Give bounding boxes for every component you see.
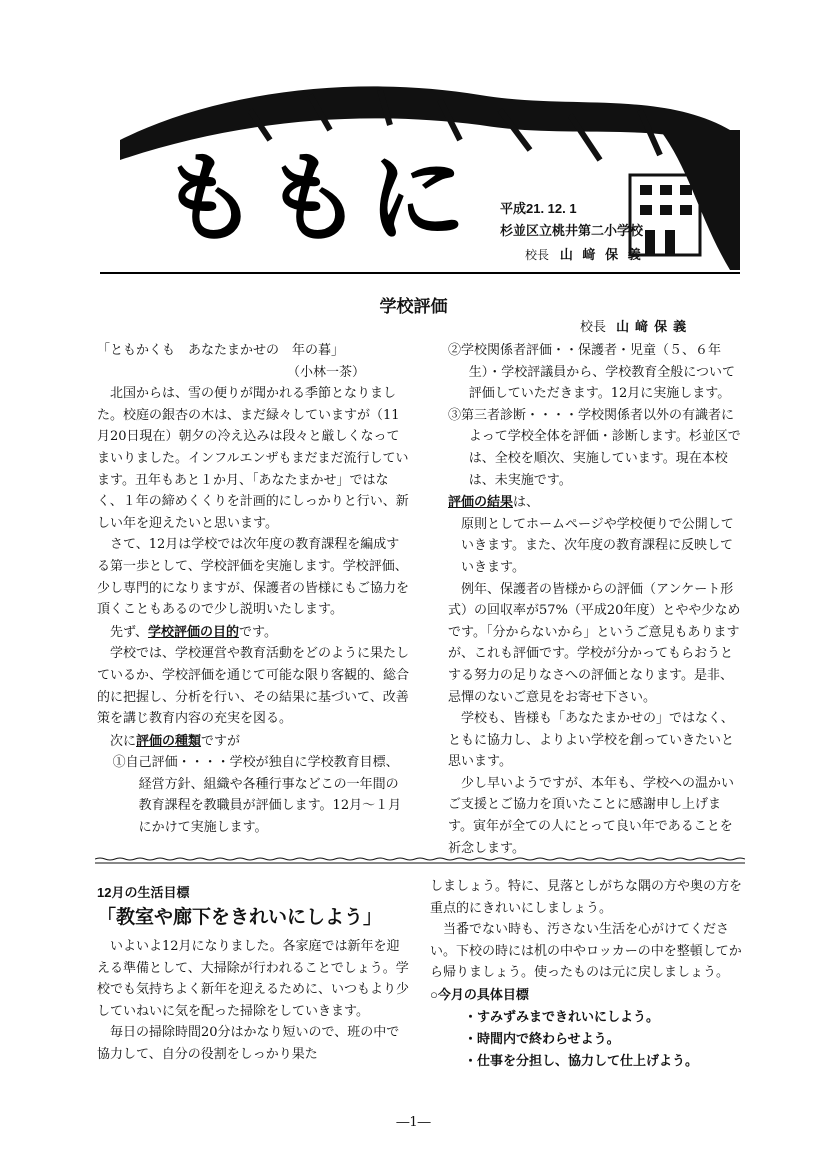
list-item: ②学校関係者評価・・保護者・児童（５、６年生）・学校評議員から、学校教育全般について評価していただきます。12月に実施します。: [448, 343, 736, 402]
right-column: [448, 340, 744, 859]
lower-left-column: [97, 936, 409, 1066]
paragraph: [97, 621, 409, 644]
section-author: [580, 316, 692, 335]
header-principal: [525, 246, 644, 264]
result-label: 評価の結果: [448, 494, 514, 510]
text: は、: [513, 495, 540, 511]
author-label: 校長: [580, 320, 607, 335]
text: ですが: [201, 733, 241, 749]
newsletter-title: ももに: [160, 141, 473, 256]
paragraph: 原則としてホームページや学校便りで公開していきます。また、次年度の教育課程に反映していきます。: [461, 516, 734, 575]
wavy-divider: [95, 857, 745, 865]
item-body: 学校が独自に学校教育目標、経営方針、組織や各種行事などこの一年間の教育課程を教職員が評価します。12月～１月にかけて実施します。: [138, 755, 402, 836]
left-column: [97, 340, 409, 839]
paragraph: 北国からは、雪の便りが聞かれる季節となりました。校庭の銀杏の木は、まだ緑々していますが（11月20日現在）朝夕の冷え込みは段々と厳しくなってまいりました。インフルエンザもまだまだ流行しています。丑年もあと１か月、「あなたまかせ」ではなく、１年の締めくくりを計画的にしっかりと行い、新しい年を迎えたいと思います。: [97, 386, 409, 531]
list-item: [97, 752, 409, 838]
goals-title: ○今月の具体目標: [430, 986, 529, 1002]
goal-title: 「教室や廊下をきれいにしよう」: [97, 907, 383, 928]
page-number: ―1―: [396, 1115, 431, 1130]
goal-item: ・すみずみまできれいにしよう。: [464, 1008, 660, 1024]
text: 次に: [110, 733, 137, 749]
paragraph: 少し早いようですが、本年も、学校への温かいご支援とご協力を頂いたことに感謝申し上げます。寅年が全ての人にとって良い年であることを祈念します。: [448, 775, 735, 856]
text: です。: [238, 624, 277, 640]
principal-name: 山 﨑 保 義: [559, 247, 644, 262]
header-rule: [100, 272, 740, 274]
paragraph: しましょう。特に、見落としがちな隅の方や奥の方を重点的にきれいにしましょう。: [430, 879, 743, 916]
paragraph: 学校も、皆様も「あなたまかせの」ではなく、ともに協力し、よりよい学校を創っていきたいと思います。: [448, 711, 735, 770]
lower-right-column: [430, 876, 742, 1072]
paragraph: 例年、保護者の皆様からの評価（アンケート形式）の回収率が57%（平成20年度）とやや少なめです。「分からないから」というご意見もありますが、これも評価です。学校が分かってもらおうとする努力の足りなさへの評価となります。是非、忌憚のないご意見をお寄せ下さい。: [448, 581, 741, 705]
text: 先ず、: [110, 624, 148, 640]
issue-date: 平成21. 12. 1: [500, 201, 577, 216]
author-name: 山﨑保義: [616, 320, 693, 335]
paragraph: [97, 730, 409, 753]
section-title: 学校評価: [379, 297, 448, 316]
types-label: 評価の種類: [136, 732, 202, 748]
haiku-author: （小林一茶）: [287, 364, 366, 380]
paragraph: さて、12月は学校では次年度の教育課程を編成する第一歩として、学校評価を実施します。学校評価、少し専門的になりますが、保護者の皆様にもご協力を頂くこともあるので少し説明いたします。: [97, 537, 410, 618]
item-head: ①自己評価・・・・: [112, 755, 230, 771]
paragraph: いよいよ12月になりました。各家庭では新年を迎える準備として、大掃除が行われることでしょう。学校でも気持ちよく新年を迎えるために、いつもより少していねいに気を配った掃除をしていきます。: [97, 939, 410, 1019]
paragraph: 毎日の掃除時間20分はかなり短いので、班の中で協力して、自分の役割をしっかり果た: [97, 1025, 400, 1062]
purpose-label: 学校評価の目的: [147, 623, 239, 639]
school-name: 杉並区立桃井第二小学校: [500, 223, 644, 238]
list-item: ③第三者診断・・・・学校関係者以外の有識者によって学校全体を評価・診断します。杉並区では、全校を順次、実施しています。現在本校は、未実施です。: [448, 407, 741, 488]
paragraph: [448, 491, 744, 514]
goal-item: ・時間内で終わらせよう。: [464, 1030, 620, 1046]
goal-subtitle: 12月の生活目標: [97, 885, 190, 900]
paragraph: 当番でない時も、汚さない生活を心がけてください。下校の時には机の中やロッカーの中を整頓してから帰りましょう。使ったものは元に戻しましょう。: [430, 922, 742, 981]
goal-item: ・仕事を分担し、協力して仕上げよう。: [464, 1052, 699, 1068]
principal-label: 校長: [525, 248, 550, 262]
haiku: 「ともかくも あなたまかせの 年の暮」: [97, 343, 345, 358]
paragraph: 学校では、学校運営や教育活動をどのように果たしているか、学校評価を通じて可能な限り客観的、総合的に把握し、分析を行い、その結果に基づいて、改善策を講じ教育内容の充実を図る。: [97, 646, 410, 727]
